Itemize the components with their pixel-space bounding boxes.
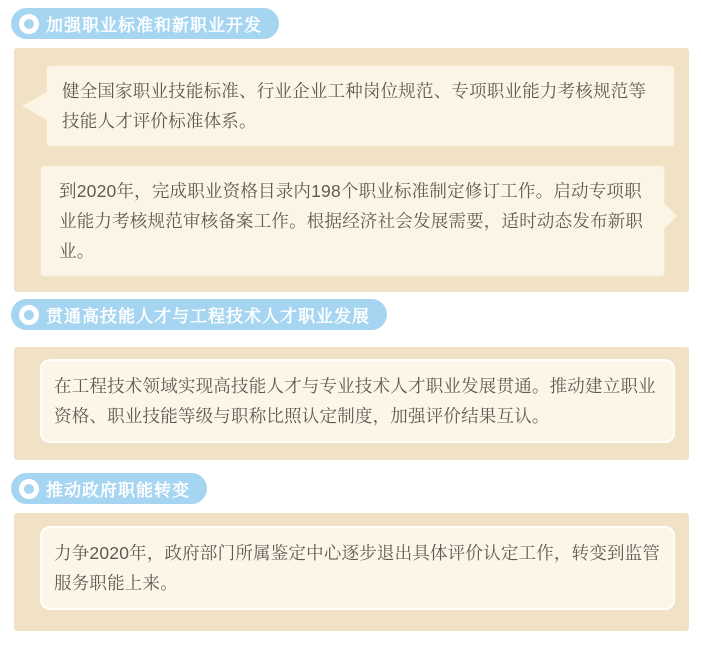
box-text: 力争2020年，政府部门所属鉴定中心逐步退出具体评价认定工作，转变到监管服务职能上来。 [54, 543, 661, 593]
section-header-pill [11, 8, 279, 39]
section-talent-development [0, 299, 701, 460]
ring-icon [19, 479, 39, 499]
text-box [40, 526, 675, 610]
section-panel [14, 513, 689, 631]
text-bubble-right-arrow [40, 165, 665, 277]
section-title: 推动政府职能转变 [46, 481, 190, 500]
bubble-text: 健全国家职业技能标准、行业企业工种岗位规范、专项职业能力考核规范等技能人才评价标准体系。 [62, 81, 647, 131]
section-government-function [0, 473, 701, 631]
section-panel [14, 48, 689, 292]
section-header-pill [11, 473, 207, 504]
section-title: 加强职业标准和新职业开发 [46, 16, 262, 35]
section-header-pill [11, 299, 387, 330]
text-bubble-left-arrow [46, 65, 675, 147]
section-panel [14, 347, 689, 460]
box-text: 在工程技术领域实现高技能人才与专业技术人才职业发展贯通。推动建立职业资格、职业技能等级与职称比照认定制度，加强评价结果互认。 [54, 376, 656, 426]
section-career-standards [0, 8, 701, 292]
text-box [40, 359, 675, 443]
ring-icon [19, 305, 39, 325]
section-title: 贯通高技能人才与工程技术人才职业发展 [46, 307, 370, 326]
ring-icon [19, 14, 39, 34]
bubble-text: 到2020年，完成职业资格目录内198个职业标准制定修订工作。启动专项职业能力考核规范审核备案工作。根据经济社会发展需要，适时动态发布新职业。 [59, 181, 644, 261]
